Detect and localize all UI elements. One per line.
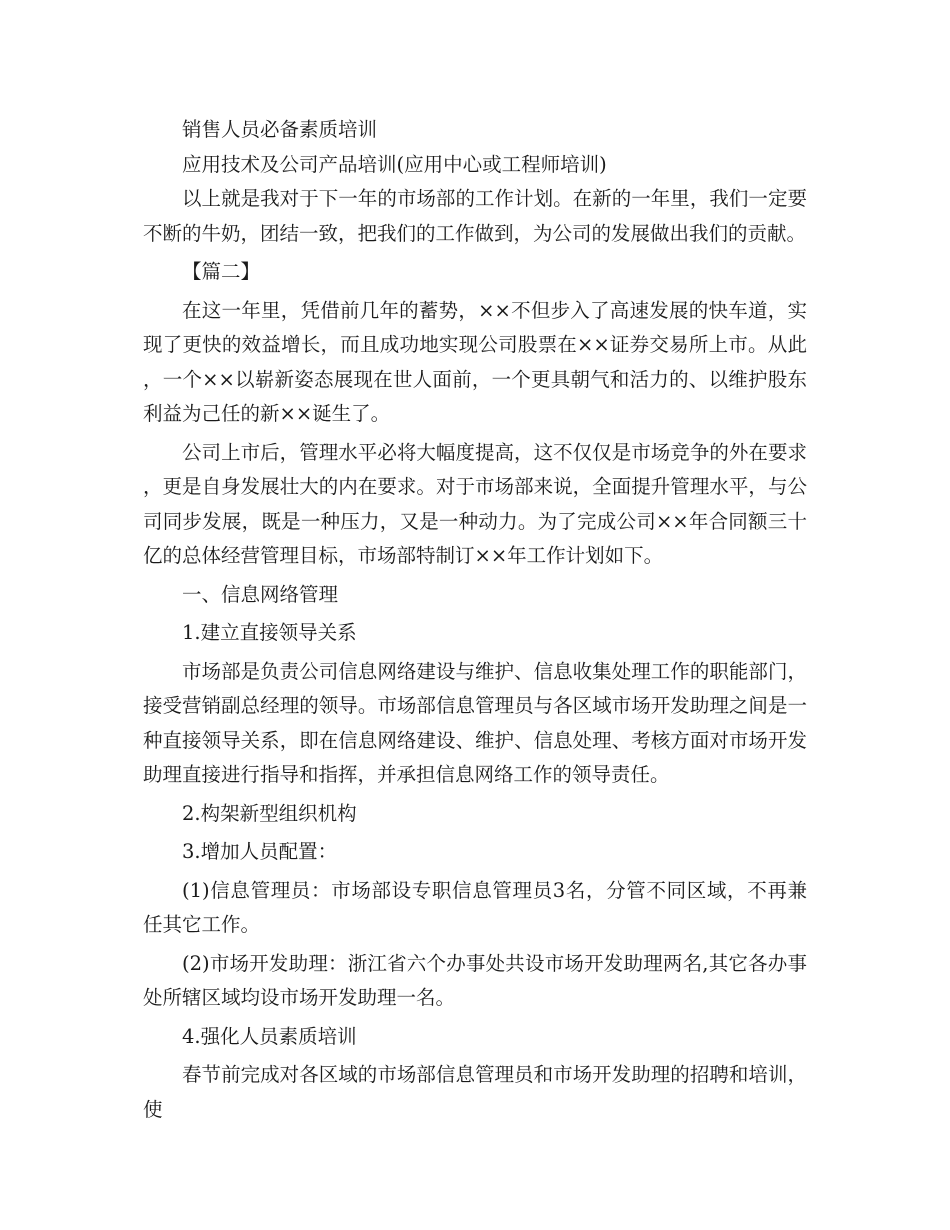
paragraph-market-dept-role: 市场部是负责公司信息网络建设与维护、信息收集处理工作的职能部门，接受营销副总经理的领导。市场部信息管理员与各区域市场开发助理之间是一种直接领导关系，即在信息网络建设、维护、信息处理、考核方面对市场开发助理直接进行指导和指挥，并承担信息网络工作的领导责任。: [143, 659, 807, 786]
heading-info-network: 一、信息网络管理: [182, 582, 339, 606]
section-heading-part-two: 【篇二】: [182, 260, 261, 283]
paragraph-year-review: 在这一年里，凭借前几年的蓄势，××不但步入了高速发展的快车道，实现了更快的效益增长，而且成功地实现公司股票在××证券交易所上市。从此，一个××以崭新姿态展现在世人面前，一个更具朝气和活力的、以维护股东利益为己任的新××诞生了。: [143, 298, 807, 425]
paragraph-market-assistant: (2)市场开发助理：浙江省六个办事处共设市场开发助理两名,其它各办事处所辖区域均设市场开发助理一名。: [143, 951, 807, 1009]
paragraph-sales-training: 销售人员必备素质培训: [182, 118, 378, 141]
heading-org-structure: 2.构架新型组织机构: [182, 801, 357, 825]
document-body: [143, 113, 807, 1127]
heading-staffing: 3.增加人员配置：: [182, 840, 338, 863]
heading-staff-training: 4.强化人员素质培训: [182, 1024, 357, 1048]
paragraph-training-plan: 春节前完成对各区域的市场部信息管理员和市场开发助理的招聘和培训，使: [143, 1063, 807, 1121]
paragraph-post-listing: 公司上市后，管理水平必将大幅度提高，这不仅仅是市场竞争的外在要求，更是自身发展壮大的内在要求。对于市场部来说，全面提升管理水平，与公司同步发展，既是一种压力，又是一种动力。为了完成公司××年合同额三十亿的总体经营管理目标，市场部特制订××年工作计划如下。: [143, 440, 807, 567]
paragraph-info-manager: (1)信息管理员：市场部设专职信息管理员3名，分管不同区域，不再兼任其它工作。: [143, 878, 807, 936]
paragraph-plan-summary: 以上就是我对于下一年的市场部的工作计划。在新的一年里，我们一定要不断的牛奶，团结一致，把我们的工作做到，为公司的发展做出我们的贡献。: [143, 187, 807, 245]
paragraph-product-training: 应用技术及公司产品培训(应用中心或工程师培训): [182, 152, 607, 176]
heading-direct-leadership: 1.建立直接领导关系: [182, 621, 357, 644]
